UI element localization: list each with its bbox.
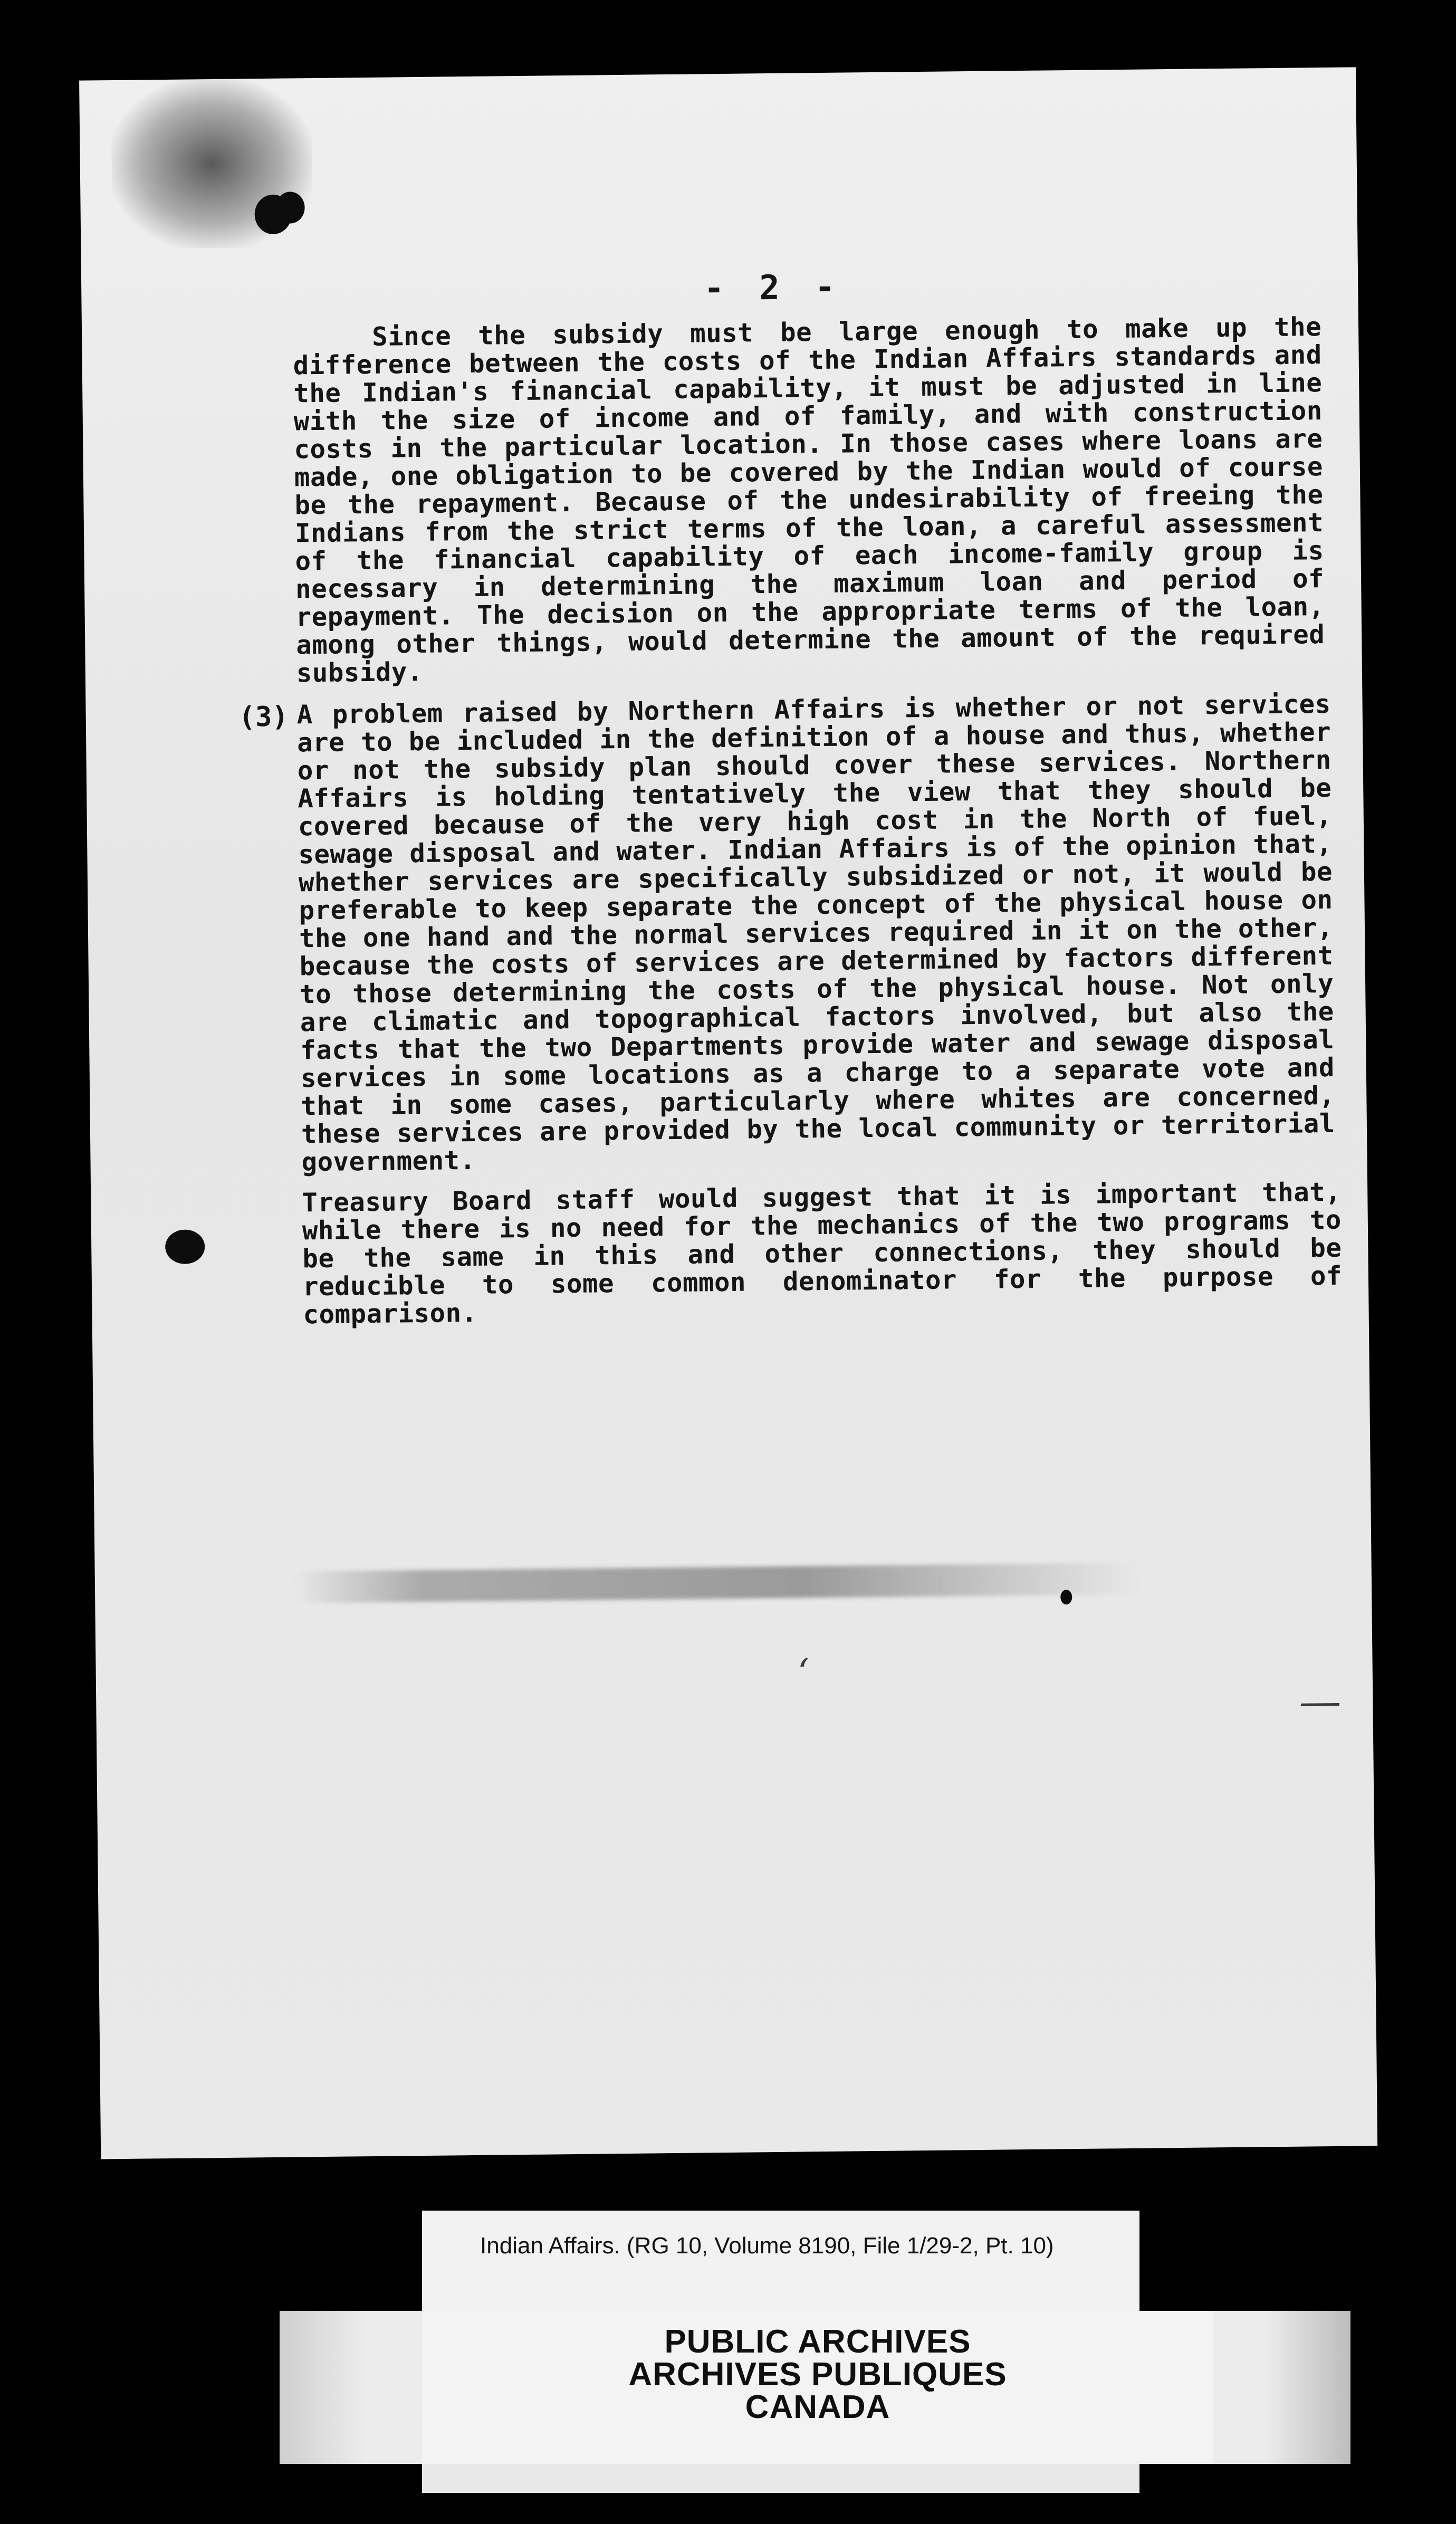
bleed-through-scribble-right: —: [1298, 1676, 1342, 1726]
archive-reference: Indian Affairs. (RG 10, Volume 8190, File 1/29-2, Pt. 10): [480, 2233, 1054, 2259]
ink-dot: [1060, 1590, 1072, 1604]
archive-reference-label: [422, 2211, 1139, 2311]
paragraph-number: (3): [238, 701, 289, 733]
paragraph-services: A problem raised by Northern Affairs is whether or not services are to be included in the definition of a house and thus, whether or not the subsidy plan should cover these services. Northern Affairs is holding tentatively the view that they should be covered because of the very high cost in the North of fuel, sewage disposal and water. Indian Affairs is of the opinion that, whether services are specifically subsidized or not, it would be preferable to keep separate the concept of the physical house on the one hand and the normal services required in it on the other, because the costs of services are determined by factors different to those determining the costs of the physical house. Not only are climatic and topographical factors involved, but also the facts that the two Departments provide water and sewage disposal services in some locations as a charge to a separate vote and that in some cases, particularly where whites are concerned, these services are provided by the local community or territorial government.: [296, 689, 1336, 1178]
document-page: [79, 67, 1377, 2159]
paragraph-treasury-board: Treasury Board staff would suggest that it is important that, while there is no need for the mechanics of the two programs to be the same in this and other connections, they should be reducible to some common denominator for the purpose of comparison.: [302, 1177, 1343, 1330]
archive-stamp-label: [280, 2311, 1350, 2464]
archive-stamp-inner: [422, 2311, 1213, 2464]
label-bottom-strip: [422, 2464, 1139, 2493]
page-number: - 2 -: [703, 267, 843, 309]
archive-line-country: CANADA: [745, 2389, 890, 2425]
archive-line-english: PUBLIC ARCHIVES: [664, 2324, 971, 2360]
punch-hole-top-2: [275, 192, 305, 224]
bleed-through-scribble: ‘: [797, 1650, 810, 1694]
archive-line-french: ARCHIVES PUBLIQUES: [628, 2356, 1007, 2393]
bleed-through-marks: [295, 1563, 1140, 1603]
punch-hole-middle: [165, 1229, 205, 1264]
paragraph-subsidy: Since the subsidy must be large enough to make up the difference between the costs of the Indian Affairs standards and the Indian's financial capability, it must be adjusted in line with the size of income and of family, and with construction costs in the particular location. In those cases where loans are made, one obligation to be covered by the Indian would of course be the repayment. Because of the undesirability of freeing the Indians from the strict terms of the loan, a careful assessment of the financial capability of each income-family group is necessary in determining the maximum loan and period of repayment. The decision on the appropriate terms of the loan, among other things, would determine the amount of the required subsidy.: [293, 312, 1325, 689]
